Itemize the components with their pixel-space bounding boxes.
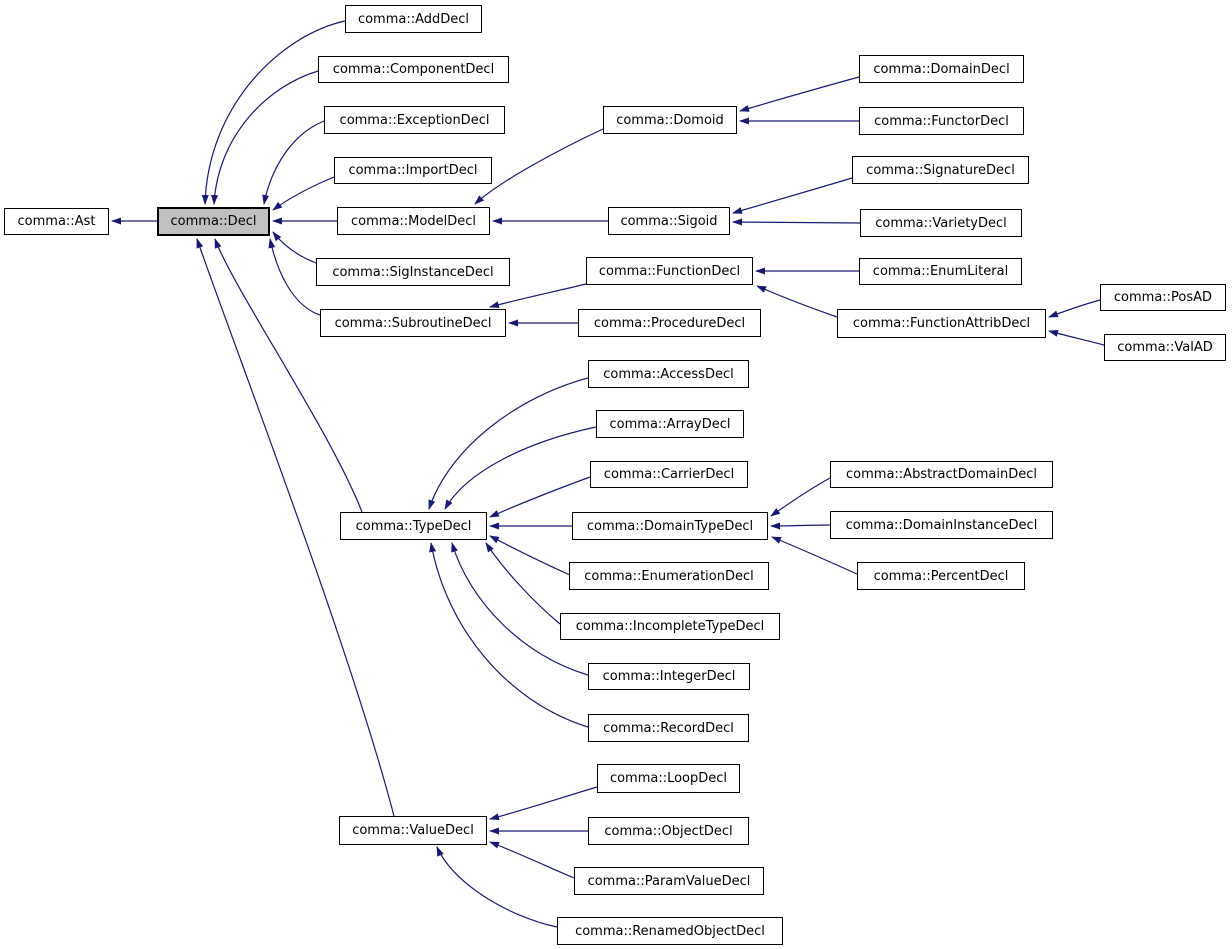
edge-pos-ad-to-function-attrib-decl	[1049, 300, 1100, 317]
node-label: comma::SubroutineDecl	[334, 315, 492, 331]
edge-param-value-decl-to-value-decl	[490, 842, 574, 878]
node-import-decl[interactable]	[334, 157, 492, 184]
node-integer-decl[interactable]	[588, 663, 750, 690]
edge-enumeration-decl-to-type-decl	[490, 536, 570, 575]
node-label: comma::ArrayDecl	[609, 416, 731, 432]
node-pos-ad[interactable]	[1100, 284, 1226, 311]
edge-component-decl-to-decl	[214, 71, 318, 204]
node-exception-decl[interactable]	[324, 106, 505, 134]
node-incomplete-type-decl[interactable]	[560, 613, 780, 640]
node-enum-literal[interactable]	[859, 258, 1022, 285]
node-sig-instance-decl[interactable]	[316, 258, 510, 286]
node-domoid[interactable]	[603, 106, 737, 134]
node-domain-type-decl[interactable]	[572, 512, 768, 540]
node-label: comma::TypeDecl	[355, 518, 472, 534]
node-label: comma::ModelDecl	[351, 213, 476, 229]
edge-carrier-decl-to-type-decl	[490, 477, 590, 517]
edge-sig-instance-decl-to-decl	[273, 232, 316, 263]
edge-function-decl-to-subroutine-decl	[490, 284, 586, 307]
node-label: comma::IncompleteTypeDecl	[575, 619, 765, 634]
edge-access-decl-to-type-decl	[429, 378, 588, 509]
node-value-decl[interactable]	[339, 816, 487, 845]
node-model-decl[interactable]	[337, 207, 490, 235]
node-label: comma::ExceptionDecl	[339, 112, 490, 128]
node-percent-decl[interactable]	[857, 562, 1025, 590]
node-label: comma::AddDecl	[357, 11, 470, 27]
edge-loop-decl-to-value-decl	[490, 787, 597, 819]
node-label: comma::FunctionDecl	[598, 263, 741, 279]
edge-import-decl-to-decl	[273, 177, 334, 210]
node-label: comma::ProcedureDecl	[593, 315, 746, 331]
node-label: comma::PercentDecl	[873, 568, 1009, 584]
edge-val-ad-to-function-attrib-decl	[1049, 331, 1104, 345]
node-ast[interactable]	[4, 208, 109, 235]
edge-array-decl-to-type-decl	[445, 427, 596, 509]
node-type-decl[interactable]	[340, 512, 487, 540]
edge-incomplete-type-decl-to-type-decl	[486, 543, 560, 624]
node-signature-decl[interactable]	[852, 156, 1029, 184]
node-label: comma::ObjectDecl	[604, 823, 733, 839]
node-label: comma::DomainDecl	[873, 61, 1010, 77]
node-domain-decl[interactable]	[859, 55, 1024, 83]
node-label: comma::SigInstanceDecl	[332, 264, 494, 280]
node-access-decl[interactable]	[588, 360, 749, 388]
edge-percent-decl-to-domain-type-decl	[772, 537, 857, 574]
node-label: comma::ValueDecl	[352, 823, 474, 838]
node-label: comma::ValAD	[1117, 340, 1213, 355]
edge-abstract-domain-decl-to-domain-type-decl	[771, 478, 830, 516]
node-label: comma::LoopDecl	[609, 771, 728, 786]
node-sigoid[interactable]	[608, 207, 730, 235]
node-function-decl[interactable]	[586, 257, 753, 285]
node-abstract-domain-decl[interactable]	[830, 461, 1053, 488]
node-label: comma::AbstractDomainDecl	[846, 467, 1037, 482]
node-procedure-decl[interactable]	[578, 309, 761, 337]
node-label: comma::DomainTypeDecl	[586, 518, 754, 534]
node-variety-decl[interactable]	[860, 209, 1022, 237]
node-label: comma::EnumerationDecl	[584, 568, 754, 584]
node-label: comma::Domoid	[616, 112, 724, 128]
node-label: comma::RecordDecl	[603, 720, 734, 736]
node-component-decl[interactable]	[318, 56, 509, 83]
node-val-ad[interactable]	[1104, 334, 1226, 361]
node-renamed-object-decl[interactable]	[557, 917, 783, 945]
node-label: comma::ParamValueDecl	[587, 873, 751, 889]
node-label: comma::Ast	[17, 214, 96, 229]
node-object-decl[interactable]	[588, 817, 749, 845]
node-label: comma::FunctionAttribDecl	[852, 316, 1031, 331]
edge-integer-decl-to-type-decl	[452, 543, 588, 675]
node-label: comma::ComponentDecl	[332, 62, 495, 77]
node-function-attrib-decl[interactable]	[837, 309, 1046, 338]
node-functor-decl[interactable]	[859, 107, 1024, 135]
edge-domain-decl-to-domoid	[740, 77, 859, 111]
edge-exception-decl-to-decl	[264, 121, 324, 204]
node-decl	[157, 207, 270, 236]
node-param-value-decl[interactable]	[574, 867, 764, 895]
node-carrier-decl[interactable]	[590, 461, 748, 488]
edge-variety-decl-to-sigoid	[733, 222, 860, 223]
edge-domain-instance-decl-to-domain-type-decl	[771, 525, 830, 526]
node-label: comma::EnumLiteral	[872, 264, 1009, 279]
edge-signature-decl-to-sigoid	[733, 178, 852, 213]
node-record-decl[interactable]	[588, 714, 749, 742]
node-label: comma::RenamedObjectDecl	[575, 923, 765, 939]
edge-subroutine-decl-to-decl	[270, 239, 320, 315]
node-label: comma::Decl	[170, 214, 257, 229]
node-label: comma::ImportDecl	[348, 163, 478, 178]
node-array-decl[interactable]	[596, 410, 744, 438]
node-label: comma::SignatureDecl	[866, 162, 1015, 178]
node-add-decl[interactable]	[345, 5, 482, 33]
node-enumeration-decl[interactable]	[569, 562, 769, 590]
node-label: comma::Sigoid	[620, 213, 718, 229]
edge-domoid-to-model-decl	[475, 129, 603, 204]
node-label: comma::DomainInstanceDecl	[845, 517, 1038, 533]
edge-renamed-object-decl-to-value-decl	[437, 847, 557, 927]
node-label: comma::FunctorDecl	[874, 113, 1009, 129]
node-label: comma::VarietyDecl	[875, 215, 1007, 231]
edge-function-attrib-decl-to-function-decl	[757, 286, 837, 317]
node-loop-decl[interactable]	[597, 764, 740, 793]
node-subroutine-decl[interactable]	[320, 309, 506, 337]
node-label: comma::CarrierDecl	[603, 467, 735, 482]
node-domain-instance-decl[interactable]	[830, 511, 1053, 539]
node-label: comma::PosAD	[1113, 290, 1213, 305]
node-label: comma::AccessDecl	[603, 366, 734, 382]
node-label: comma::IntegerDecl	[602, 669, 736, 684]
